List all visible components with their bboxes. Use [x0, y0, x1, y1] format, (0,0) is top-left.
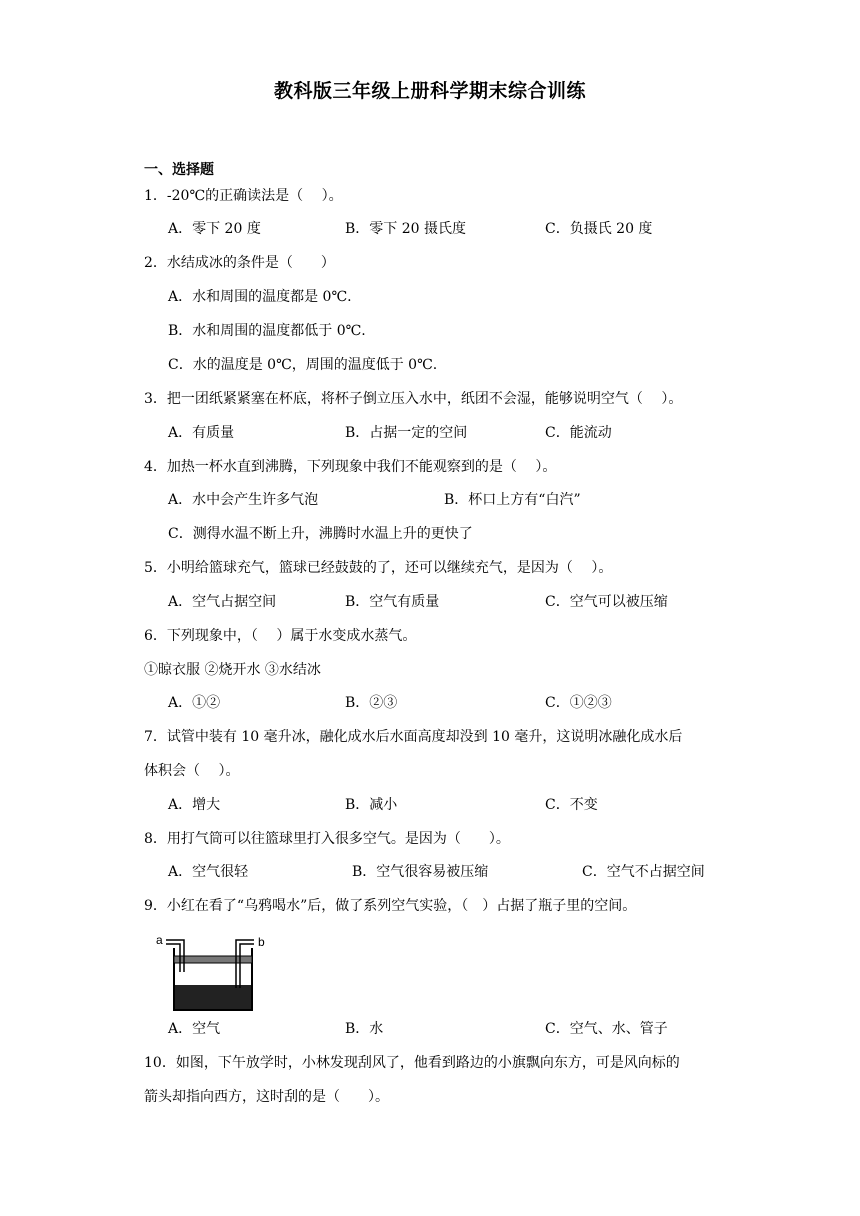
q1-option-a: A．零下 20 度 — [168, 221, 261, 237]
q2-option-a: A．水和周围的温度都是 0℃. — [168, 289, 352, 305]
q3-option-a: A．有质量 — [168, 425, 235, 441]
bottle-experiment-figure — [154, 930, 272, 1014]
question-10-line-1: 10．如图，下午放学时，小林发现刮风了，他看到路边的小旗飘向东方，可是风向标的 — [144, 1055, 680, 1071]
q5-option-b: B．空气有质量 — [345, 594, 440, 610]
q6-statements: ①晾衣服 ②烧开水 ③水结冰 — [144, 662, 321, 678]
q6-option-a: A．①② — [168, 695, 221, 711]
q4-option-b: B．杯口上方有“白汽” — [444, 492, 581, 508]
question-7-line-2: 体积会（ ）。 — [144, 763, 240, 779]
q7-option-b: B．减小 — [345, 797, 398, 813]
q7-option-c: C．不变 — [545, 797, 598, 813]
q6-option-b: B．②③ — [345, 695, 398, 711]
q8-option-a: A．空气很轻 — [168, 864, 249, 880]
question-3: 3．把一团纸紧紧塞在杯底，将杯子倒立压入水中，纸团不会湿，能够说明空气（ ）。 — [144, 391, 683, 407]
q8-option-b: B．空气很容易被压缩 — [352, 864, 489, 880]
q3-option-c: C．能流动 — [545, 425, 612, 441]
page-title: 教科版三年级上册科学期末综合训练 — [273, 80, 586, 102]
q8-option-c: C．空气不占据空间 — [582, 864, 705, 880]
figure-label-a: a — [156, 933, 163, 947]
q7-option-a: A．增大 — [168, 797, 221, 813]
question-9: 9．小红在看了“乌鸦喝水”后，做了系列空气实验，（ ）占据了瓶子里的空间。 — [144, 898, 637, 914]
q5-option-a: A．空气占据空间 — [168, 594, 277, 610]
figure-label-b: b — [258, 935, 265, 949]
water-layer — [175, 985, 251, 1009]
q1-option-c: C．负摄氏 20 度 — [545, 221, 653, 237]
q2-option-c: C．水的温度是 0℃，周围的温度低于 0℃. — [168, 357, 438, 373]
question-7-line-1: 7．试管中装有 10 毫升冰，融化成水后水面高度却没到 10 毫升，这说明冰融化成水后 — [144, 729, 683, 745]
q9-option-a: A．空气 — [168, 1021, 221, 1037]
question-10-line-2: 箭头却指向西方，这时刮的是（ ）。 — [144, 1089, 389, 1105]
section-heading: 一、选择题 — [144, 162, 214, 178]
q5-option-c: C．空气可以被压缩 — [545, 594, 668, 610]
q4-option-a: A．水中会产生许多气泡 — [168, 492, 319, 508]
question-1: 1．-20℃的正确读法是（ ）。 — [144, 188, 343, 204]
question-6: 6．下列现象中，（ ）属于水变成水蒸气。 — [144, 628, 417, 644]
q6-option-c: C．①②③ — [545, 695, 612, 711]
question-4: 4．加热一杯水直到沸腾，下列现象中我们不能观察到的是（ ）。 — [144, 459, 557, 475]
q9-option-c: C．空气、水、管子 — [545, 1021, 668, 1037]
q3-option-b: B．占据一定的空间 — [345, 425, 468, 441]
q1-option-b: B．零下 20 摄氏度 — [345, 221, 467, 237]
q4-option-c: C．测得水温不断上升，沸腾时水温上升的更快了 — [168, 526, 473, 542]
question-5: 5．小明给篮球充气，篮球已经鼓鼓的了，还可以继续充气，是因为（ ）。 — [144, 560, 613, 576]
question-8: 8．用打气筒可以往篮球里打入很多空气。是因为（ ）。 — [144, 831, 510, 847]
q9-option-b: B．水 — [345, 1021, 384, 1037]
question-2: 2．水结成冰的条件是（ ） — [144, 255, 335, 271]
q2-option-b: B．水和周围的温度都低于 0℃. — [168, 323, 366, 339]
